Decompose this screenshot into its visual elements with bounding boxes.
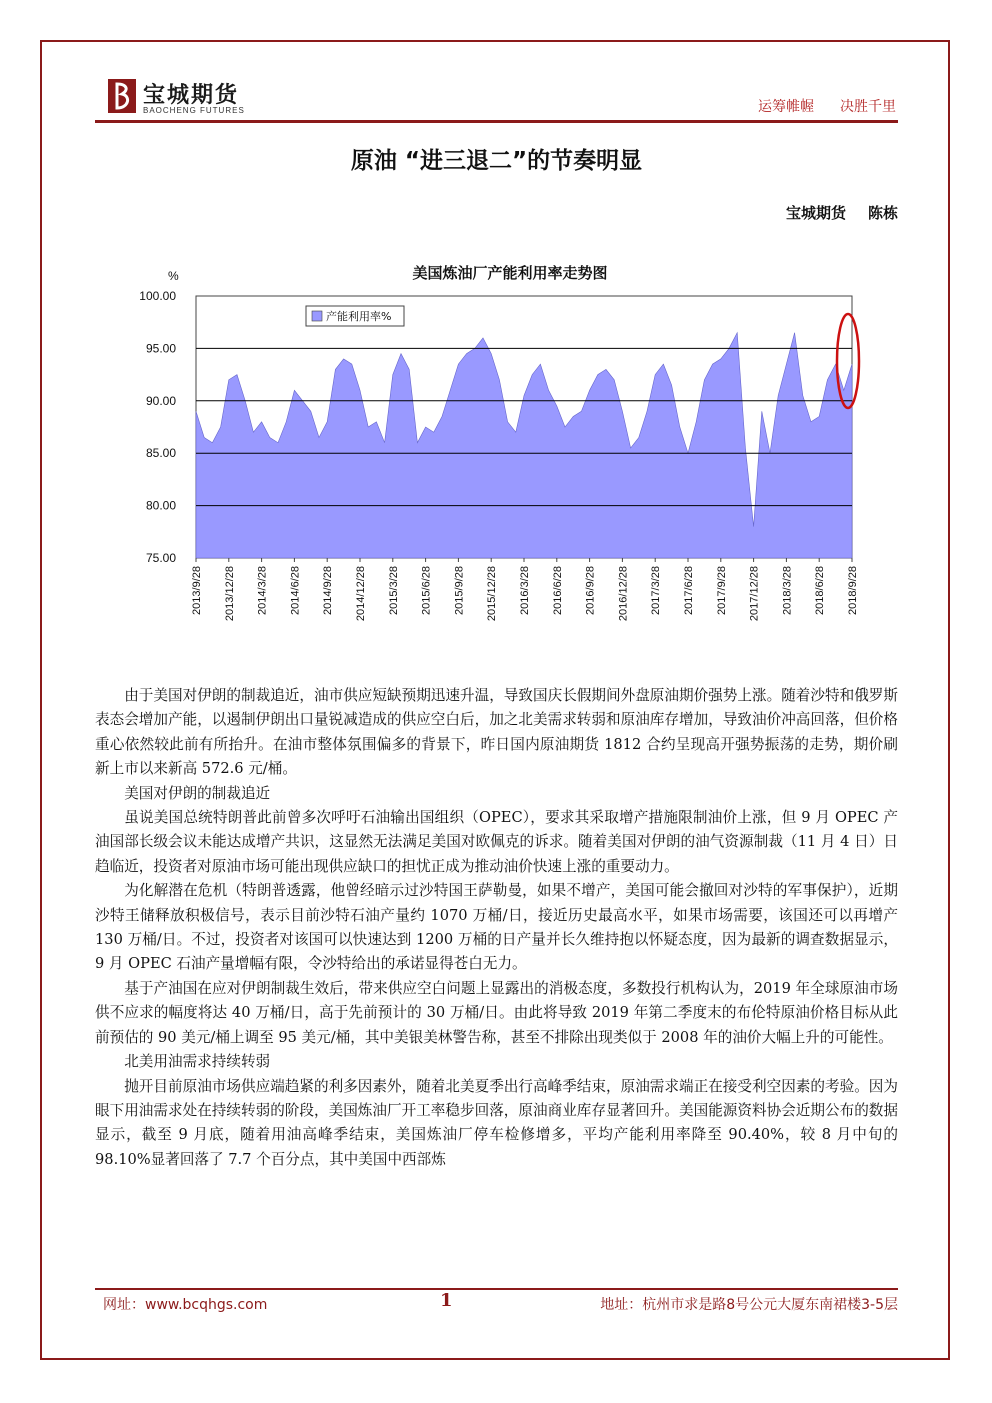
x-tick-label: 2015/9/28 (453, 566, 466, 615)
footer-website: 网址：www.bcqhgs.com (103, 1297, 268, 1313)
x-tick-label: 2017/12/28 (748, 566, 761, 622)
page-number: 1 (440, 1290, 453, 1311)
x-tick-label: 2013/9/28 (191, 566, 203, 615)
x-tick-label: 2016/12/28 (617, 566, 630, 622)
page-header (95, 72, 898, 124)
x-tick-label: 2014/9/28 (322, 566, 335, 615)
y-tick-label: 100.00 (139, 289, 176, 303)
x-tick-label: 2014/3/28 (256, 566, 269, 615)
slogan-second: 决胜千里 (840, 99, 896, 115)
y-tick-label: 85.00 (145, 446, 176, 461)
x-tick-label: 2017/3/28 (650, 566, 663, 615)
author-organization: 宝城期货 (785, 204, 846, 222)
paragraph-demand: 抛开目前原油市场供应端趋紧的利多因素外，随着北美夏季出行高峰季结束，原油需求端正在接受利空因素的考验。因为眼下用油需求处在持续转弱的阶段，美国炼油厂开工率稳步回落，原油商业库存显著回升。美国能源资料协会近期公布的数据显示，截至 9 月底，随着用油高峰季结束，美国炼油厂停车检修增多，平均产能利用率降至 90.40%，较 8 月中旬的 98.10%显著回落了 7.7 个百分点，其中美国中西部炼 (95, 1077, 898, 1168)
logo-chinese-name: 宝城期货 (143, 82, 240, 108)
legend-swatch (312, 311, 322, 321)
article-author (786, 202, 898, 223)
article-body (95, 684, 898, 1172)
legend-label: 产能利用率% (326, 310, 392, 323)
header-slogan (732, 96, 896, 116)
y-tick-label: 80.00 (145, 498, 176, 513)
logo-mark-icon (107, 78, 137, 114)
chart-title: 美国炼油厂产能利用率走势图 (412, 264, 608, 282)
paragraph-intro: 由于美国对伊朗的制裁追近，油市供应短缺预期迅速升温，导致国庆长假期间外盘原油期价强势上涨。随着沙特和俄罗斯表态会增加产能，以遏制伊朗出口量锐减造成的供应空白后，加之北美需求转弱和原油库存增加，导致油价冲高回落，但价格重心依然较此前有所抬升。在油市整体氛围偏多的背景下，昨日国内原油期货 1812 合约呈现高开强势振荡的走势，期价刷新上市以来新高 572.6 元/桶。 (95, 687, 898, 778)
x-tick-label: 2015/3/28 (387, 566, 400, 615)
header-divider (95, 120, 898, 123)
x-tick-label: 2014/12/28 (355, 566, 367, 622)
paragraph-opec: 虽说美国总统特朗普此前曾多次呼吁石油输出国组织（OPEC），要求其采取增产措施限制油价上涨，但 9 月 OPEC 产油国部长级会议未能达成增产共识，这显然无法满足美国对欧佩克的诉求。随着美国对伊朗的油气资源制裁（11 月 4 日）日趋临近，投资者对原油市场可能出现供应缺口的担忧正成为推动油价快速上涨的重要动力。 (95, 809, 898, 875)
x-tick-label: 2016/9/28 (584, 566, 597, 615)
x-tick-label: 2015/12/28 (486, 566, 499, 622)
y-axis-unit: % (168, 269, 179, 283)
logo-english-name: BAOCHENG FUTURES (143, 106, 245, 115)
x-tick-label: 2013/12/28 (223, 566, 236, 622)
paragraph-saudi: 为化解潜在危机（特朗普透露，他曾经暗示过沙特国王萨勒曼，如果不增产，美国可能会撤回对沙特的军事保护），近期沙特王储释放积极信号，表示目前沙特石油产量约 1070 万桶/日，接近历史最高水平，如果市场需要，该国还可以再增产 130 万桶/日。不过，投资者对该国可以快速达到 1200 万桶的日产量并长久维持抱以怀疑态度，因为最新的调查数据显示，9 月 OPEC 石油产量增幅有限，令沙特给出的承诺显得苍白无力。 (95, 882, 898, 973)
section-heading-sanctions: 美国对伊朗的制裁追近 (124, 784, 271, 802)
slogan-first: 运筹帷幄 (758, 99, 814, 115)
x-tick-label: 2016/3/28 (519, 566, 531, 615)
page-footer (95, 1292, 898, 1316)
x-tick-label: 2018/6/28 (814, 566, 827, 615)
article-title: 原油 “进三退二”的节奏明显 (350, 148, 643, 174)
author-name: 陈栋 (867, 204, 898, 222)
x-tick-label: 2016/6/28 (551, 566, 564, 615)
refinery-utilization-chart (120, 266, 880, 656)
footer-divider (95, 1288, 898, 1290)
x-tick-label: 2017/6/28 (683, 566, 695, 615)
section-heading-demand: 北美用油需求持续转弱 (124, 1053, 271, 1071)
x-tick-label: 2017/9/28 (715, 566, 728, 615)
y-tick-label: 95.00 (145, 341, 176, 356)
company-logo (107, 76, 337, 120)
x-tick-label: 2018/9/28 (847, 566, 859, 615)
x-tick-label: 2014/6/28 (289, 566, 302, 615)
x-tick-label: 2015/6/28 (420, 566, 433, 615)
y-tick-label: 75.00 (145, 551, 176, 565)
x-tick-label: 2018/3/28 (781, 566, 794, 615)
paragraph-forecast: 基于产油国在应对伊朗制裁生效后，带来供应空白问题上显露出的消极态度，多数投行机构认为，2019 年全球原油市场供不应求的幅度将达 40 万桶/日，高于先前预计的 30 万桶/日。由此将导致 2019 年第二季度末的布伦特原油价格目标从此前预估的 90 美元/桶上调至 95 美元/桶，其中美银美林警告称，甚至不排除出现类似于 2008 年的油价大幅上升的可能性。 (95, 979, 898, 1046)
footer-address: 地址：杭州市求是路8号公元大厦东南裙楼3-5层 (600, 1297, 898, 1313)
y-tick-label: 90.00 (145, 393, 176, 408)
